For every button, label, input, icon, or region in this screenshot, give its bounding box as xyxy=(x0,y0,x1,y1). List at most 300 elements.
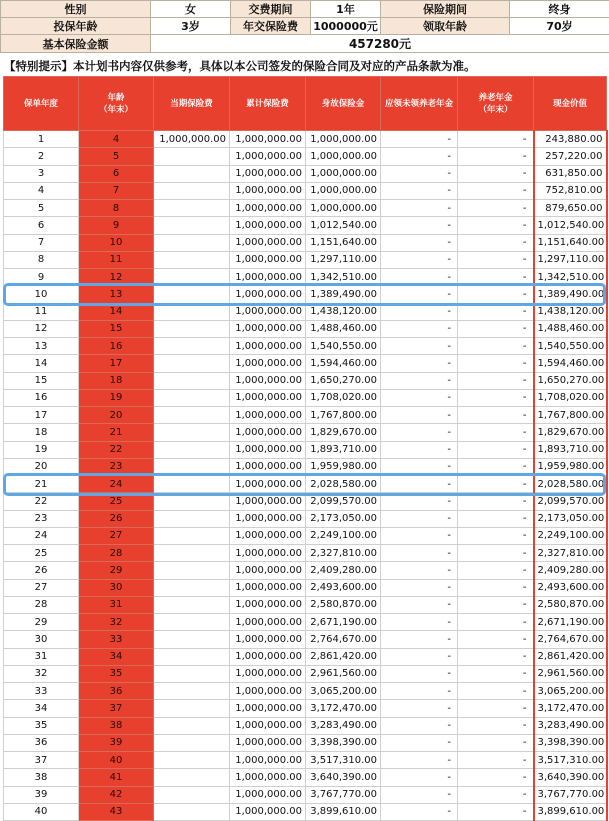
table-row xyxy=(4,182,607,199)
col-policy-year-cell: 24 xyxy=(4,527,79,544)
col-annuity-cell: - xyxy=(458,752,534,769)
col-unclaimed-annuity-cell: - xyxy=(381,769,458,786)
col-annuity-cell: - xyxy=(458,665,534,682)
col-cash-value-cell: 1,767,800.00 xyxy=(534,407,607,424)
table-row xyxy=(4,510,607,527)
col-annuity-cell: - xyxy=(458,596,534,613)
col-annuity-cell: - xyxy=(458,527,534,544)
col-death-benefit-cell: 1,151,640.00 xyxy=(306,234,381,251)
col-unclaimed-annuity-cell: - xyxy=(381,389,458,406)
col-annuity-cell: - xyxy=(458,700,534,717)
col-cash-value-cell: 3,767,770.00 xyxy=(534,786,607,803)
col-age-cell: 39 xyxy=(79,734,154,751)
col-current-premium-cell xyxy=(154,803,230,820)
insured-age-label: 投保年龄 xyxy=(1,18,151,35)
table-row xyxy=(4,717,607,734)
col-current-premium-cell xyxy=(154,579,230,596)
col-death-benefit-cell: 3,899,610.00 xyxy=(306,803,381,820)
col-policy-year-cell: 28 xyxy=(4,596,79,613)
table-row xyxy=(4,596,607,613)
col-current-premium-cell xyxy=(154,752,230,769)
col-death-benefit-cell: 1,767,800.00 xyxy=(306,407,381,424)
col-annuity-cell: - xyxy=(458,803,534,820)
col-age-cell: 8 xyxy=(79,200,154,217)
col-age-cell: 43 xyxy=(79,803,154,820)
col-unclaimed-annuity-cell: - xyxy=(381,372,458,389)
col-cumulative-premium-cell: 1,000,000.00 xyxy=(230,752,306,769)
col-age-cell: 40 xyxy=(79,752,154,769)
table-row xyxy=(4,631,607,648)
table-row xyxy=(4,493,607,510)
col-age-cell: 26 xyxy=(79,510,154,527)
col-age-cell: 10 xyxy=(79,234,154,251)
col-policy-year-cell: 13 xyxy=(4,338,79,355)
col-current-premium-cell xyxy=(154,389,230,406)
col-death-benefit-cell: 3,065,200.00 xyxy=(306,683,381,700)
col-annuity-cell: - xyxy=(458,355,534,372)
col-annuity-cell: - xyxy=(458,476,534,493)
table-row xyxy=(4,700,607,717)
col-unclaimed-annuity-cell: - xyxy=(381,234,458,251)
col-unclaimed-annuity-cell: - xyxy=(381,200,458,217)
col-cumulative-premium-cell: 1,000,000.00 xyxy=(230,510,306,527)
col-death-benefit-cell: 2,409,280.00 xyxy=(306,562,381,579)
col-unclaimed-annuity-cell: - xyxy=(381,338,458,355)
col-annuity-cell: - xyxy=(458,303,534,320)
table-row xyxy=(4,372,607,389)
col-cumulative-premium-cell: 1,000,000.00 xyxy=(230,562,306,579)
col-policy-year-cell: 20 xyxy=(4,458,79,475)
col-annuity-cell: - xyxy=(458,148,534,165)
col-annuity-cell: - xyxy=(458,648,534,665)
col-death-benefit-cell: 1,000,000.00 xyxy=(306,165,381,182)
col-current-premium-cell xyxy=(154,631,230,648)
col-current-premium-cell xyxy=(154,372,230,389)
col-age-cell: 35 xyxy=(79,665,154,682)
col-cumulative-premium-cell: 1,000,000.00 xyxy=(230,734,306,751)
col-unclaimed-annuity-cell: - xyxy=(381,251,458,268)
col-policy-year-cell: 1 xyxy=(4,131,79,148)
col-unclaimed-annuity-cell: - xyxy=(381,717,458,734)
col-cash-value-cell: 1,438,120.00 xyxy=(534,303,607,320)
col-cumulative-premium-cell: 1,000,000.00 xyxy=(230,493,306,510)
col-current-premium-cell xyxy=(154,182,230,199)
col-death-benefit-cell: 3,767,770.00 xyxy=(306,786,381,803)
col-current-premium-header: 当期保险费 xyxy=(154,77,230,131)
col-cumulative-premium-cell: 1,000,000.00 xyxy=(230,579,306,596)
col-death-benefit-cell: 3,640,390.00 xyxy=(306,769,381,786)
table-row xyxy=(4,803,607,820)
col-cumulative-premium-cell: 1,000,000.00 xyxy=(230,338,306,355)
col-annuity-cell: - xyxy=(458,510,534,527)
col-age-cell: 27 xyxy=(79,527,154,544)
col-death-benefit-cell: 3,398,390.00 xyxy=(306,734,381,751)
col-current-premium-cell xyxy=(154,165,230,182)
col-current-premium-cell xyxy=(154,665,230,682)
col-policy-year-cell: 12 xyxy=(4,320,79,337)
special-notice: 【特别提示】本计划书内容仅供参考，具体以本公司签发的保险合同及对应的产品条款为准。 xyxy=(4,58,604,74)
col-annuity-cell: - xyxy=(458,786,534,803)
table-row xyxy=(4,148,607,165)
col-cash-value-cell: 3,517,310.00 xyxy=(534,752,607,769)
col-current-premium-cell xyxy=(154,355,230,372)
col-policy-year-cell: 19 xyxy=(4,441,79,458)
col-age-cell: 28 xyxy=(79,545,154,562)
col-cash-value-cell: 1,540,550.00 xyxy=(534,338,607,355)
table-row xyxy=(4,562,607,579)
table-row xyxy=(4,165,607,182)
col-cumulative-premium-cell: 1,000,000.00 xyxy=(230,372,306,389)
col-unclaimed-annuity-cell: - xyxy=(381,424,458,441)
col-cash-value-cell: 1,389,490.00 xyxy=(534,286,607,303)
table-row xyxy=(4,648,607,665)
col-cash-value-cell: 2,249,100.00 xyxy=(534,527,607,544)
col-age-cell: 11 xyxy=(79,251,154,268)
col-current-premium-cell: 1,000,000.00 xyxy=(154,131,230,148)
col-age-cell: 37 xyxy=(79,700,154,717)
table-row xyxy=(4,320,607,337)
col-current-premium-cell xyxy=(154,493,230,510)
col-cumulative-premium-cell: 1,000,000.00 xyxy=(230,527,306,544)
col-cash-value-cell: 3,899,610.00 xyxy=(534,803,607,820)
col-age-cell: 33 xyxy=(79,631,154,648)
col-policy-year-cell: 5 xyxy=(4,200,79,217)
col-policy-year-cell: 11 xyxy=(4,303,79,320)
col-annuity-cell: - xyxy=(458,165,534,182)
col-unclaimed-annuity-cell: - xyxy=(381,407,458,424)
col-age-cell: 19 xyxy=(79,389,154,406)
col-death-benefit-cell: 2,028,580.00 xyxy=(306,476,381,493)
col-death-benefit-cell: 1,000,000.00 xyxy=(306,182,381,199)
col-death-benefit-cell: 2,580,870.00 xyxy=(306,596,381,613)
col-cumulative-premium-cell: 1,000,000.00 xyxy=(230,631,306,648)
col-policy-year-header: 保单年度 xyxy=(4,77,79,131)
col-death-benefit-cell: 1,893,710.00 xyxy=(306,441,381,458)
col-cash-value-cell: 2,028,580.00 xyxy=(534,476,607,493)
annual-premium-label: 年交保险费 xyxy=(231,18,311,35)
col-cumulative-premium-cell: 1,000,000.00 xyxy=(230,545,306,562)
col-age-cell: 7 xyxy=(79,182,154,199)
col-annuity-cell: - xyxy=(458,286,534,303)
col-annuity-cell: - xyxy=(458,407,534,424)
col-current-premium-cell xyxy=(154,614,230,631)
col-cash-value-cell: 631,850.00 xyxy=(534,165,607,182)
col-death-benefit-cell: 2,671,190.00 xyxy=(306,614,381,631)
col-cumulative-premium-cell: 1,000,000.00 xyxy=(230,458,306,475)
benefit-table-header xyxy=(4,77,607,131)
col-unclaimed-annuity-cell: - xyxy=(381,303,458,320)
info-row-2 xyxy=(1,18,609,35)
table-row xyxy=(4,476,607,493)
col-death-benefit-cell: 1,000,000.00 xyxy=(306,148,381,165)
col-current-premium-cell xyxy=(154,441,230,458)
col-current-premium-cell xyxy=(154,648,230,665)
col-unclaimed-annuity-cell: - xyxy=(381,734,458,751)
col-policy-year-cell: 6 xyxy=(4,217,79,234)
col-policy-year-cell: 2 xyxy=(4,148,79,165)
col-death-benefit-cell: 1,650,270.00 xyxy=(306,372,381,389)
table-row xyxy=(4,234,607,251)
policy-info-table xyxy=(0,0,609,53)
col-policy-year-cell: 36 xyxy=(4,734,79,751)
col-cumulative-premium-cell: 1,000,000.00 xyxy=(230,355,306,372)
col-cumulative-premium-cell: 1,000,000.00 xyxy=(230,424,306,441)
col-death-benefit-cell: 3,172,470.00 xyxy=(306,700,381,717)
col-cash-value-cell: 2,764,670.00 xyxy=(534,631,607,648)
col-cash-value-cell: 1,342,510.00 xyxy=(534,269,607,286)
coverage-period-value: 终身 xyxy=(510,1,609,18)
table-row xyxy=(4,303,607,320)
col-cumulative-premium-cell: 1,000,000.00 xyxy=(230,786,306,803)
col-current-premium-cell xyxy=(154,148,230,165)
col-cumulative-premium-cell: 1,000,000.00 xyxy=(230,165,306,182)
col-death-benefit-cell: 1,488,460.00 xyxy=(306,320,381,337)
gender-label: 性别 xyxy=(1,1,151,18)
col-unclaimed-annuity-header: 应领未领养老年金 xyxy=(381,77,458,131)
col-age-cell: 23 xyxy=(79,458,154,475)
col-age-cell: 24 xyxy=(79,476,154,493)
col-death-benefit-cell: 1,012,540.00 xyxy=(306,217,381,234)
col-policy-year-cell: 3 xyxy=(4,165,79,182)
table-row xyxy=(4,269,607,286)
col-death-benefit-cell: 1,708,020.00 xyxy=(306,389,381,406)
col-death-benefit-cell: 2,173,050.00 xyxy=(306,510,381,527)
col-policy-year-cell: 23 xyxy=(4,510,79,527)
col-current-premium-cell xyxy=(154,303,230,320)
table-row xyxy=(4,200,607,217)
col-unclaimed-annuity-cell: - xyxy=(381,510,458,527)
col-cumulative-premium-cell: 1,000,000.00 xyxy=(230,407,306,424)
col-current-premium-cell xyxy=(154,562,230,579)
col-cash-value-cell: 1,829,670.00 xyxy=(534,424,607,441)
col-cumulative-premium-cell: 1,000,000.00 xyxy=(230,320,306,337)
col-cumulative-premium-cell: 1,000,000.00 xyxy=(230,389,306,406)
col-annuity-cell: - xyxy=(458,389,534,406)
col-death-benefit-cell: 3,517,310.00 xyxy=(306,752,381,769)
insured-age-value: 3岁 xyxy=(151,18,231,35)
col-cumulative-premium-cell: 1,000,000.00 xyxy=(230,217,306,234)
basic-amount-label: 基本保险金额 xyxy=(1,35,151,53)
col-annuity-cell: - xyxy=(458,458,534,475)
col-age-cell: 15 xyxy=(79,320,154,337)
col-annuity-cell: - xyxy=(458,717,534,734)
col-annuity-cell: - xyxy=(458,631,534,648)
col-current-premium-cell xyxy=(154,510,230,527)
col-current-premium-cell xyxy=(154,320,230,337)
col-death-benefit-cell: 1,342,510.00 xyxy=(306,269,381,286)
gender-value: 女 xyxy=(151,1,231,18)
col-annuity-cell: - xyxy=(458,320,534,337)
col-policy-year-cell: 38 xyxy=(4,769,79,786)
col-unclaimed-annuity-cell: - xyxy=(381,131,458,148)
col-age-cell: 31 xyxy=(79,596,154,613)
col-annuity-cell: - xyxy=(458,217,534,234)
col-death-benefit-cell: 2,961,560.00 xyxy=(306,665,381,682)
col-cumulative-premium-cell: 1,000,000.00 xyxy=(230,717,306,734)
table-row xyxy=(4,579,607,596)
col-annuity-cell: - xyxy=(458,562,534,579)
col-current-premium-cell xyxy=(154,596,230,613)
col-death-benefit-header: 身故保险金 xyxy=(306,77,381,131)
col-unclaimed-annuity-cell: - xyxy=(381,527,458,544)
col-unclaimed-annuity-cell: - xyxy=(381,803,458,820)
table-row xyxy=(4,614,607,631)
col-current-premium-cell xyxy=(154,286,230,303)
col-death-benefit-cell: 1,438,120.00 xyxy=(306,303,381,320)
col-cash-value-cell: 1,488,460.00 xyxy=(534,320,607,337)
table-row xyxy=(4,424,607,441)
col-age-cell: 16 xyxy=(79,338,154,355)
col-policy-year-cell: 31 xyxy=(4,648,79,665)
col-unclaimed-annuity-cell: - xyxy=(381,596,458,613)
col-policy-year-cell: 7 xyxy=(4,234,79,251)
col-unclaimed-annuity-cell: - xyxy=(381,493,458,510)
col-cash-value-cell: 1,151,640.00 xyxy=(534,234,607,251)
col-policy-year-cell: 21 xyxy=(4,476,79,493)
col-current-premium-cell xyxy=(154,217,230,234)
table-row xyxy=(4,683,607,700)
col-policy-year-cell: 25 xyxy=(4,545,79,562)
col-cash-value-cell: 2,580,870.00 xyxy=(534,596,607,613)
col-death-benefit-cell: 1,389,490.00 xyxy=(306,286,381,303)
col-cash-value-cell: 243,880.00 xyxy=(534,131,607,148)
col-death-benefit-cell: 1,540,550.00 xyxy=(306,338,381,355)
col-policy-year-cell: 16 xyxy=(4,389,79,406)
col-cash-value-cell: 257,220.00 xyxy=(534,148,607,165)
col-age-cell: 30 xyxy=(79,579,154,596)
col-age-header: 年龄 （年末） xyxy=(79,77,154,131)
col-cumulative-premium-cell: 1,000,000.00 xyxy=(230,200,306,217)
col-current-premium-cell xyxy=(154,338,230,355)
col-cumulative-premium-cell: 1,000,000.00 xyxy=(230,683,306,700)
table-row xyxy=(4,251,607,268)
col-cash-value-cell: 3,172,470.00 xyxy=(534,700,607,717)
col-unclaimed-annuity-cell: - xyxy=(381,683,458,700)
col-age-cell: 29 xyxy=(79,562,154,579)
info-row-1 xyxy=(1,1,609,18)
table-row xyxy=(4,286,607,303)
col-cumulative-premium-cell: 1,000,000.00 xyxy=(230,648,306,665)
col-unclaimed-annuity-cell: - xyxy=(381,286,458,303)
col-cumulative-premium-cell: 1,000,000.00 xyxy=(230,251,306,268)
col-policy-year-cell: 34 xyxy=(4,700,79,717)
table-row xyxy=(4,786,607,803)
col-annuity-cell: - xyxy=(458,769,534,786)
col-unclaimed-annuity-cell: - xyxy=(381,786,458,803)
col-annuity-cell: - xyxy=(458,441,534,458)
col-annuity-cell: - xyxy=(458,372,534,389)
col-death-benefit-cell: 1,297,110.00 xyxy=(306,251,381,268)
col-annuity-cell: - xyxy=(458,424,534,441)
col-death-benefit-cell: 2,249,100.00 xyxy=(306,527,381,544)
col-current-premium-cell xyxy=(154,700,230,717)
col-cumulative-premium-cell: 1,000,000.00 xyxy=(230,665,306,682)
table-row xyxy=(4,458,607,475)
col-current-premium-cell xyxy=(154,251,230,268)
col-cash-value-cell: 879,650.00 xyxy=(534,200,607,217)
col-current-premium-cell xyxy=(154,407,230,424)
col-current-premium-cell xyxy=(154,458,230,475)
col-annuity-header: 养老年金 （年末） xyxy=(458,77,534,131)
col-unclaimed-annuity-cell: - xyxy=(381,648,458,665)
col-age-cell: 41 xyxy=(79,769,154,786)
col-current-premium-cell xyxy=(154,234,230,251)
col-unclaimed-annuity-cell: - xyxy=(381,562,458,579)
col-cumulative-premium-header: 累计保险费 xyxy=(230,77,306,131)
col-age-cell: 17 xyxy=(79,355,154,372)
col-policy-year-cell: 18 xyxy=(4,424,79,441)
col-age-cell: 14 xyxy=(79,303,154,320)
col-cumulative-premium-cell: 1,000,000.00 xyxy=(230,303,306,320)
col-policy-year-cell: 27 xyxy=(4,579,79,596)
table-row xyxy=(4,734,607,751)
col-current-premium-cell xyxy=(154,769,230,786)
col-age-cell: 6 xyxy=(79,165,154,182)
col-cumulative-premium-cell: 1,000,000.00 xyxy=(230,234,306,251)
col-cash-value-cell: 2,493,600.00 xyxy=(534,579,607,596)
col-cash-value-cell: 1,650,270.00 xyxy=(534,372,607,389)
col-annuity-cell: - xyxy=(458,579,534,596)
col-unclaimed-annuity-cell: - xyxy=(381,545,458,562)
col-cumulative-premium-cell: 1,000,000.00 xyxy=(230,182,306,199)
col-annuity-cell: - xyxy=(458,131,534,148)
col-death-benefit-cell: 1,959,980.00 xyxy=(306,458,381,475)
benefit-table-body xyxy=(4,131,607,821)
col-policy-year-cell: 39 xyxy=(4,786,79,803)
col-annuity-cell: - xyxy=(458,182,534,199)
col-unclaimed-annuity-cell: - xyxy=(381,217,458,234)
col-current-premium-cell xyxy=(154,717,230,734)
col-cumulative-premium-cell: 1,000,000.00 xyxy=(230,614,306,631)
col-policy-year-cell: 37 xyxy=(4,752,79,769)
col-annuity-cell: - xyxy=(458,251,534,268)
col-death-benefit-cell: 1,594,460.00 xyxy=(306,355,381,372)
basic-amount-value: 457280元 xyxy=(151,35,609,53)
col-age-cell: 13 xyxy=(79,286,154,303)
table-row xyxy=(4,407,607,424)
col-cumulative-premium-cell: 1,000,000.00 xyxy=(230,148,306,165)
table-row xyxy=(4,389,607,406)
col-unclaimed-annuity-cell: - xyxy=(381,269,458,286)
info-row-3 xyxy=(1,35,609,53)
claim-age-value: 70岁 xyxy=(510,18,609,35)
col-cash-value-cell: 2,861,420.00 xyxy=(534,648,607,665)
col-cumulative-premium-cell: 1,000,000.00 xyxy=(230,441,306,458)
col-age-cell: 38 xyxy=(79,717,154,734)
payment-period-label: 交费期间 xyxy=(231,1,311,18)
col-annuity-cell: - xyxy=(458,683,534,700)
col-age-cell: 42 xyxy=(79,786,154,803)
col-unclaimed-annuity-cell: - xyxy=(381,631,458,648)
col-age-cell: 12 xyxy=(79,269,154,286)
col-age-cell: 4 xyxy=(79,131,154,148)
col-cash-value-cell: 2,409,280.00 xyxy=(534,562,607,579)
annual-premium-value: 1000000元 xyxy=(311,18,381,35)
col-cash-value-cell: 3,065,200.00 xyxy=(534,683,607,700)
col-policy-year-cell: 29 xyxy=(4,614,79,631)
col-policy-year-cell: 32 xyxy=(4,665,79,682)
col-current-premium-cell xyxy=(154,424,230,441)
col-policy-year-cell: 22 xyxy=(4,493,79,510)
col-death-benefit-cell: 2,764,670.00 xyxy=(306,631,381,648)
table-row xyxy=(4,527,607,544)
col-cumulative-premium-cell: 1,000,000.00 xyxy=(230,131,306,148)
col-cash-value-cell: 3,398,390.00 xyxy=(534,734,607,751)
col-age-cell: 32 xyxy=(79,614,154,631)
col-unclaimed-annuity-cell: - xyxy=(381,355,458,372)
col-current-premium-cell xyxy=(154,200,230,217)
col-policy-year-cell: 14 xyxy=(4,355,79,372)
